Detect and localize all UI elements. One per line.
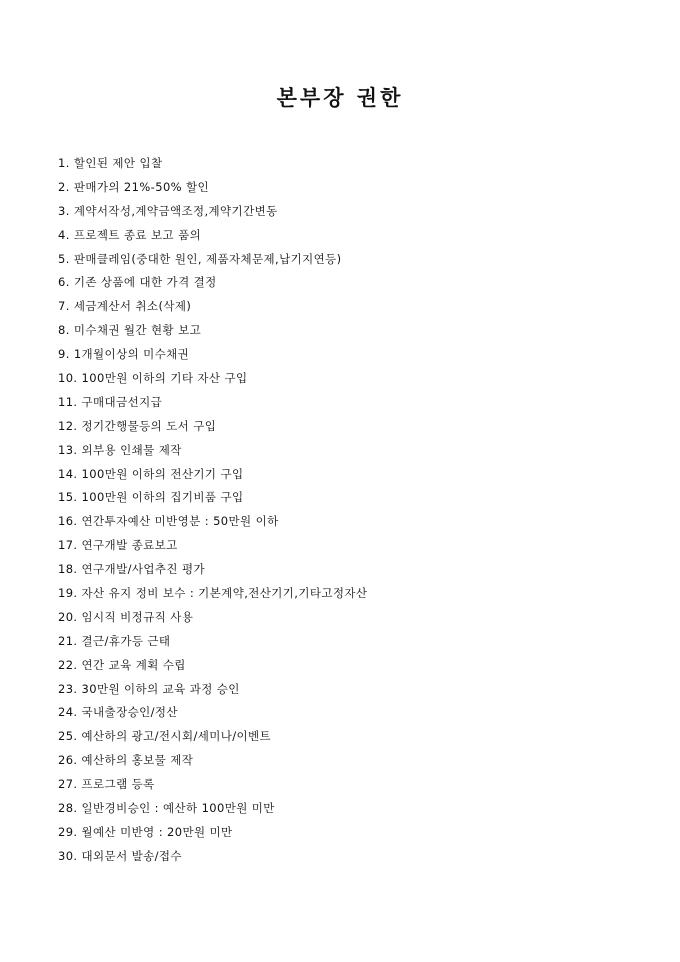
list-item: 9. 1개월이상의 미수채권 (58, 347, 190, 362)
list-item: 23. 30만원 이하의 교육 과정 승인 (58, 681, 240, 696)
document-title: 본부장 권한 (276, 85, 404, 110)
list-item: 18. 연구개발/사업추진 평가 (58, 562, 205, 577)
list-item: 15. 100만원 이하의 집기비품 구입 (58, 490, 244, 505)
list-item: 30. 대외문서 발송/접수 (58, 848, 182, 863)
list-item: 5. 판매클레임(중대한 원인, 제품자체문제,납기지연등) (58, 251, 342, 266)
list-item: 8. 미수채권 월간 현황 보고 (58, 323, 202, 338)
list-item: 7. 세금계산서 취소(삭제) (58, 299, 192, 314)
list-item: 29. 월예산 미반영 : 20만원 미만 (58, 824, 233, 839)
list-item: 13. 외부용 인쇄물 제작 (58, 442, 182, 457)
list-item: 14. 100만원 이하의 전산기기 구입 (58, 466, 244, 481)
list-item: 21. 결근/휴가등 근태 (58, 633, 171, 648)
list-item: 19. 자산 유지 정비 보수 : 기본계약,전산기기,기타고정자산 (58, 586, 368, 601)
list-item: 12. 정기간행물등의 도서 구입 (58, 418, 217, 433)
list-item: 22. 연간 교육 계획 수립 (58, 657, 186, 672)
list-item: 2. 판매가의 21%-50% 할인 (58, 179, 210, 194)
list-item: 26. 예산하의 홍보물 제작 (58, 753, 194, 768)
list-item: 3. 계약서작성,계약금액조정,계약기간변동 (58, 203, 278, 218)
list-item: 25. 예산하의 광고/전시회/세미나/이벤트 (58, 729, 272, 744)
list-item: 20. 임시직 비정규직 사용 (58, 609, 194, 624)
list-item: 11. 구매대금선지급 (58, 394, 163, 409)
list-item: 10. 100만원 이하의 기타 자산 구입 (58, 371, 248, 386)
list-item: 4. 프로젝트 종료 보고 품의 (58, 227, 202, 242)
list-item: 24. 국내출장승인/정산 (58, 705, 178, 720)
list-item: 1. 할인된 제안 입찰 (58, 156, 163, 170)
list-item: 17. 연구개발 종료보고 (58, 538, 178, 553)
list-item: 28. 일반경비승인 : 예산하 100만원 미만 (58, 801, 275, 816)
authority-list (58, 152, 367, 869)
list-item: 16. 연간투자예산 미반영분 : 50만원 이하 (58, 514, 279, 529)
list-item: 27. 프로그램 등록 (58, 777, 155, 792)
list-item: 6. 기존 상품에 대한 가격 결정 (58, 275, 217, 290)
